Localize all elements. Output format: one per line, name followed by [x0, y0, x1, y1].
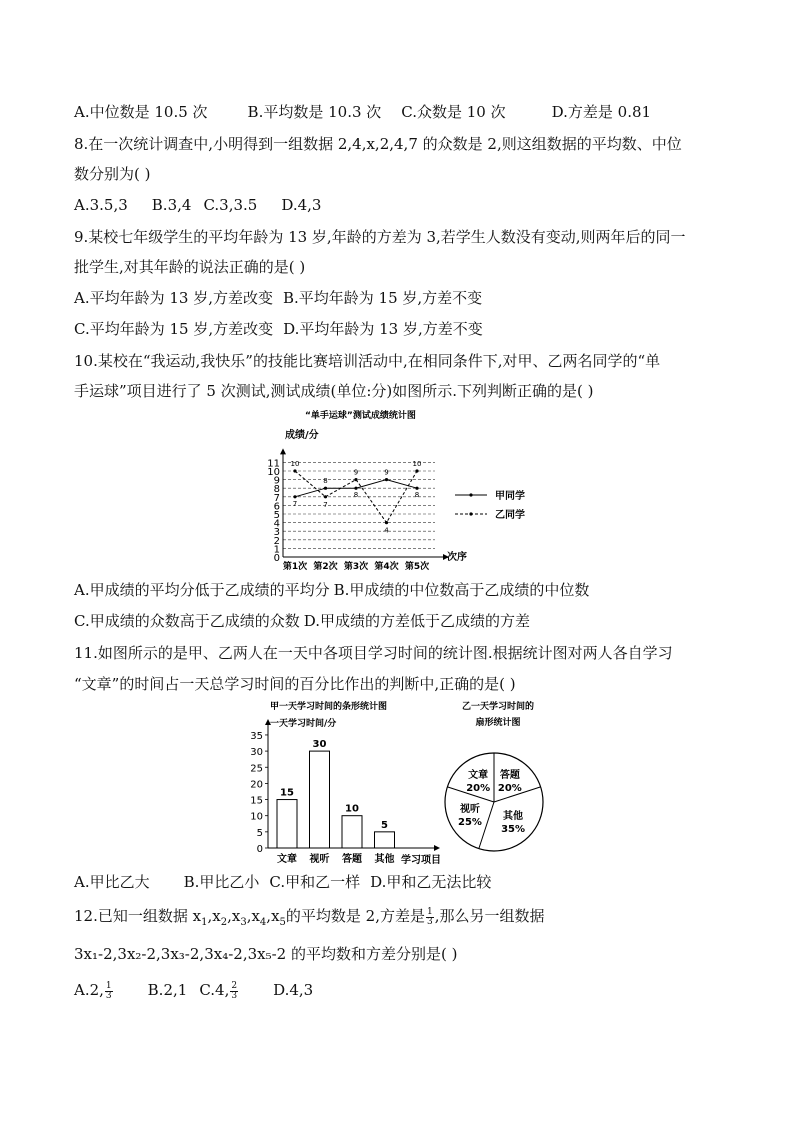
- q12-text-mid: 的平均数是 2,方差是: [285, 907, 425, 925]
- q10-option-d: D.甲成绩的方差低于乙成绩的方差: [303, 612, 530, 630]
- data-point: [385, 478, 388, 481]
- x-tick-label: 第5次: [404, 562, 430, 572]
- data-label: 8: [414, 491, 420, 500]
- y-tick-label: 3: [273, 527, 280, 539]
- pie-slice-percent: 35%: [501, 824, 526, 836]
- bar: [277, 800, 297, 848]
- q12-text-post: ,那么另一组数据: [434, 907, 545, 925]
- y-tick-label: 0: [256, 844, 263, 855]
- q11-stem-line2: “文章”的时间占一天总学习时间的百分比作出的判断中,正确的是( ): [74, 675, 516, 693]
- data-label: 10: [412, 460, 422, 468]
- x-axis-label: 学习项目: [401, 855, 441, 866]
- data-point: [354, 478, 357, 481]
- q8-option-d: D.4,3: [281, 196, 322, 214]
- q12-text-pre: 12.已知一组数据 x: [74, 907, 202, 925]
- bar-value-label: 5: [381, 819, 388, 831]
- q11-option-b: B.甲比乙小: [183, 873, 260, 891]
- q7-option-a: A.中位数是 10.5 次: [74, 103, 208, 121]
- pie-slice-percent: 20%: [497, 783, 522, 795]
- q7-option-d: D.方差是 0.81: [551, 103, 652, 121]
- legend-marker: [469, 512, 472, 515]
- q12-options: [74, 980, 313, 1001]
- y-axis-label: 一天学习时间/分: [270, 719, 337, 729]
- pie-slice-label: 视听: [459, 804, 480, 816]
- score-line-chart: [250, 405, 560, 577]
- x-tick-label: 第4次: [374, 562, 399, 572]
- legend-marker: [469, 493, 472, 496]
- data-point: [354, 487, 357, 490]
- legend-label: 甲同学: [495, 491, 525, 502]
- pie-slice-label: 其他: [503, 811, 524, 823]
- q11-option-c: C.甲和乙一样: [269, 873, 361, 891]
- q10-option-b: B.甲成绩的中位数高于乙成绩的中位数: [333, 581, 590, 599]
- data-label: 9: [353, 468, 359, 477]
- y-tick-label: 15: [250, 795, 263, 807]
- data-label: 10: [290, 460, 300, 468]
- q12-stem-line1: 12.已知一组数据 $x_1,x_2,x_3,x_4,x_5$的平均数是 2,方差是 $\frac{1}{3}$ ,那么另一组数据: [74, 906, 545, 928]
- q12-option-a: A.2, $\frac{1}{3}$: [74, 980, 112, 1001]
- chart-title: 甲一天学习时间的条形统计图: [270, 702, 388, 712]
- data-label: 8: [323, 477, 328, 486]
- y-tick-label: 5: [273, 510, 280, 521]
- q7-option-b: B.平均数是 10.3 次: [247, 103, 382, 121]
- bar-value-label: 30: [312, 739, 327, 751]
- y-tick-label: 30: [250, 747, 263, 759]
- bar-value-label: 15: [280, 787, 294, 799]
- q10-option-c: C.甲成绩的众数高于乙成绩的众数: [74, 612, 300, 630]
- y-tick-label: 0: [273, 553, 280, 564]
- pie-slice-percent: 20%: [466, 783, 491, 795]
- y-tick-label: 1: [273, 544, 280, 556]
- pie-slice-label: 文章: [468, 770, 489, 782]
- legend-label: 乙同学: [495, 510, 525, 521]
- y-tick-label: 35: [250, 730, 263, 742]
- q10-option-a: A.甲成绩的平均分低于乙成绩的平均分: [74, 581, 330, 599]
- data-label: 9: [384, 468, 389, 477]
- q7-options: [74, 102, 651, 122]
- q8-options: [74, 195, 321, 215]
- q9-option-c: C.平均年龄为 15 岁,方差改变: [74, 320, 274, 338]
- q10-options-row2: [74, 611, 530, 631]
- q9-option-b: B.平均年龄为 15 岁,方差不变: [283, 289, 483, 307]
- data-point: [385, 521, 388, 524]
- pie-slice-percent: 25%: [458, 817, 482, 829]
- q11-option-a: A.甲比乙大: [74, 873, 150, 891]
- q9-stem-line2: 批学生,对其年龄的说法正确的是( ): [74, 258, 306, 276]
- x-tick-label: 第2次: [313, 562, 338, 572]
- q9-option-a: A.平均年龄为 13 岁,方差改变: [74, 289, 273, 307]
- y-tick-label: 7: [273, 492, 280, 504]
- q9-options-row2: [74, 319, 483, 339]
- y-tick-label: 11: [267, 458, 280, 470]
- x-tick-label: 第3次: [343, 562, 369, 572]
- y-axis-arrow: [280, 448, 286, 454]
- q12-stem-line2: 3x₁-2,3x₂-2,3x₃-2,3x₄-2,3x₅-2 的平均数和方差分别是( ): [74, 945, 458, 963]
- q7-option-c: C.众数是 10 次: [401, 103, 506, 121]
- y-tick-label: 10: [267, 467, 280, 478]
- q11-options: [74, 872, 491, 892]
- data-point: [293, 469, 296, 472]
- q8-stem-line2: 数分别为( ): [74, 165, 151, 183]
- bar: [375, 832, 395, 848]
- data-label: 8: [353, 491, 359, 500]
- x-tick-label: 其他: [374, 854, 395, 865]
- y-tick-label: 25: [250, 763, 263, 775]
- y-tick-label: 2: [273, 535, 280, 547]
- q10-options-row1: [74, 580, 589, 600]
- bar: [310, 751, 330, 848]
- y-tick-label: 20: [250, 779, 263, 791]
- q12-option-b: B.2,1: [147, 981, 188, 999]
- data-label: 7: [292, 499, 298, 508]
- data-point: [415, 469, 418, 472]
- data-point: [415, 487, 418, 490]
- data-label: 7: [323, 500, 328, 509]
- x-tick-label: 文章: [277, 854, 297, 865]
- q12-option-c: C.4, $\frac{2}{3}$: [199, 980, 238, 1001]
- y-tick-label: 6: [273, 501, 280, 513]
- q8-stem-line1: 8.在一次统计调查中,小明得到一组数据 2,4,x,2,4,7 的众数是 2,则这组数据的平均数、中位: [74, 135, 682, 153]
- y-tick-label: 9: [273, 475, 280, 487]
- q11-option-d: D.甲和乙无法比较: [370, 873, 492, 891]
- study-time-pie-chart: [438, 698, 558, 858]
- y-tick-label: 8: [273, 484, 280, 496]
- chart-title: “单手运球”测试成绩统计图: [305, 411, 416, 421]
- q12-variance-fraction: $\frac{1}{3}$: [427, 906, 433, 927]
- bar: [342, 816, 362, 848]
- q9-options-row1: [74, 288, 482, 308]
- x-tick-label: 视听: [309, 854, 330, 865]
- q12-option-d: D.4,3: [273, 981, 314, 999]
- data-point: [293, 495, 296, 498]
- y-axis-label: 成绩/分: [285, 430, 319, 441]
- q8-option-c: C.3,3.5: [203, 196, 258, 214]
- study-time-bar-chart: [226, 698, 458, 868]
- data-point: [324, 487, 327, 490]
- q8-option-a: A.3.5,3: [74, 196, 128, 214]
- x-tick-label: 第1次: [282, 562, 308, 572]
- chart-title-line2: 扇形统计图: [475, 718, 521, 728]
- q8-option-b: B.3,4: [151, 196, 192, 214]
- chart-title: 乙一天学习时间的: [461, 702, 535, 712]
- q9-stem-line1: 9.某校七年级学生的平均年龄为 13 岁,年龄的方差为 3,若学生人数没有变动,则两年后的同一: [74, 228, 686, 246]
- q10-stem-line1: 10.某校在“我运动,我快乐”的技能比赛培训活动中,在相同条件下,对甲、乙两名同学的“单: [74, 352, 661, 370]
- q11-stem-line1: 11.如图所示的是甲、乙两人在一天中各项目学习时间的统计图.根据统计图对两人各自学习: [74, 644, 673, 662]
- x-axis-label: 次序: [447, 552, 467, 563]
- y-tick-label: 4: [273, 518, 280, 530]
- q10-stem-line2: 手运球”项目进行了 5 次测试,测试成绩(单位:分)如图所示.下列判断正确的是( ): [74, 382, 594, 400]
- y-tick-label: 5: [256, 827, 263, 839]
- bar-value-label: 10: [345, 803, 359, 815]
- data-point: [324, 495, 327, 498]
- q9-option-d: D.平均年龄为 13 岁,方差不变: [283, 320, 483, 338]
- y-tick-label: 10: [250, 811, 263, 823]
- x-tick-label: 答题: [342, 854, 362, 865]
- data-label: 4: [384, 526, 389, 535]
- pie-slice-label: 答题: [499, 770, 520, 782]
